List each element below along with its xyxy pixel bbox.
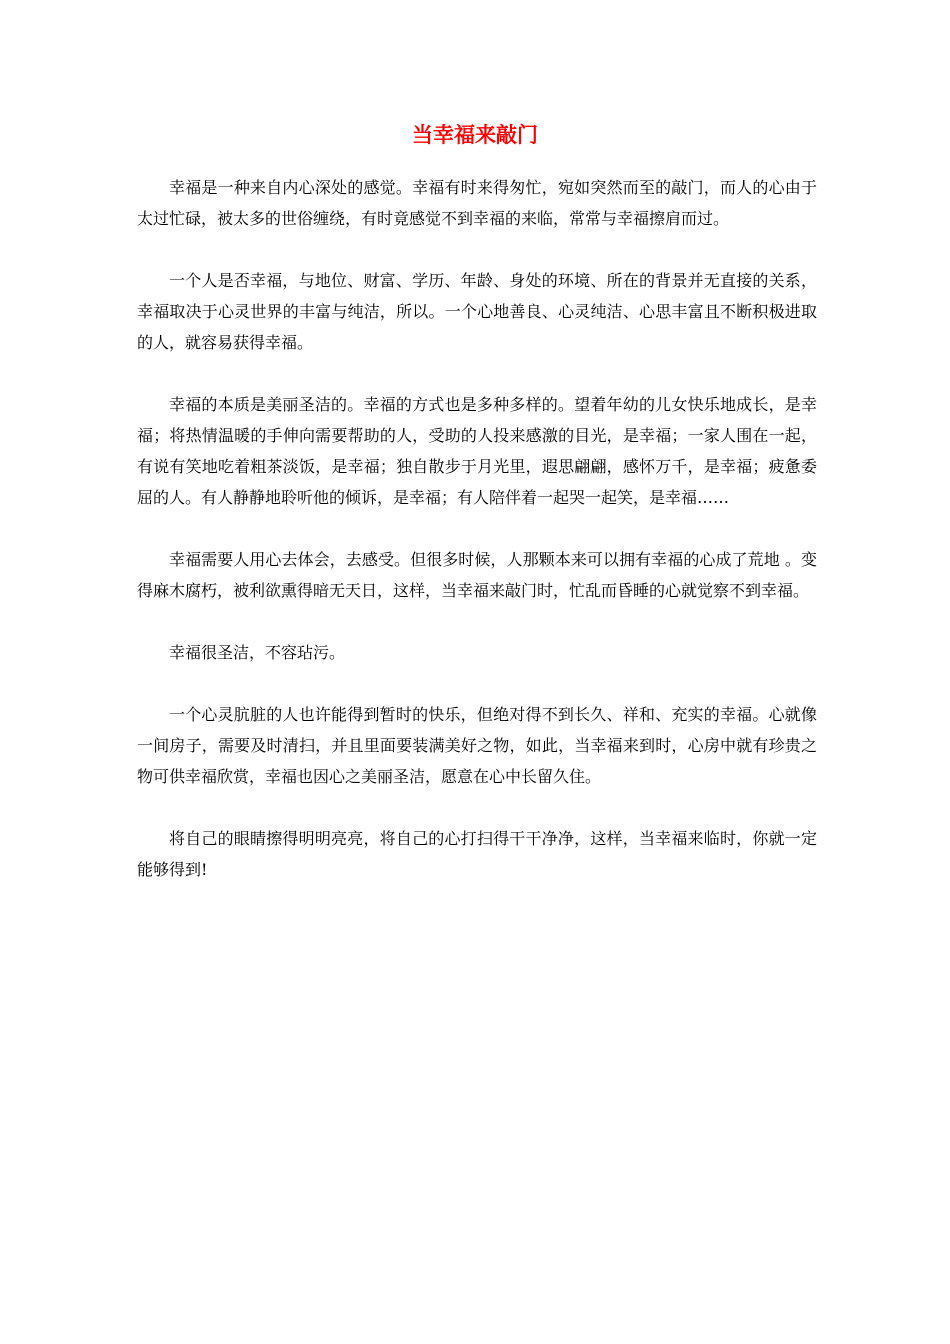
- paragraph-gap: [137, 358, 817, 389]
- document-body: [137, 172, 817, 885]
- paragraph-2: 一个人是否幸福，与地位、财富、学历、年龄、身处的环境、所在的背景并无直接的关系，幸福取决于心灵世界的丰富与纯洁，所以。一个心地善良、心灵纯洁、心思丰富且不断积极进取的人，就容易获得幸福。: [137, 271, 817, 352]
- document-title: 当幸福来敲门: [412, 123, 538, 147]
- paragraph-7: 将自己的眼睛擦得明明亮亮，将自己的心打扫得干干净净，这样，当幸福来临时，你就一定能够得到!: [137, 829, 817, 879]
- paragraph-4: 幸福需要人用心去体会，去感受。但很多时候，人那颗本来可以拥有幸福的心成了荒地 。变得麻木腐朽，被利欲熏得暗无天日，这样，当幸福来敲门时，忙乱而昏睡的心就觉察不到幸福。: [137, 550, 817, 600]
- paragraph-5: 幸福很圣洁，不容玷污。: [169, 643, 346, 662]
- paragraph-1: 幸福是一种来自内心深处的感觉。幸福有时来得匆忙，宛如突然而至的敲门，而人的心由于太过忙碌，被太多的世俗缠绕，有时竟感觉不到幸福的来临，常常与幸福擦肩而过。: [137, 178, 817, 228]
- paragraph-6: 一个心灵肮脏的人也许能得到暂时的快乐，但绝对得不到长久、祥和、充实的幸福。心就像一间房子，需要及时清扫，并且里面要装满美好之物，如此，当幸福来到时，心房中就有珍贵之物可供幸福欣赏，幸福也因心之美丽圣洁，愿意在心中长留久住。: [137, 705, 817, 786]
- paragraph-gap: [137, 513, 817, 544]
- paragraph-gap: [137, 668, 817, 699]
- paragraph-gap: [137, 234, 817, 265]
- paragraph-gap: [137, 792, 817, 823]
- paragraph-3: 幸福的本质是美丽圣洁的。幸福的方式也是多种多样的。望着年幼的儿女快乐地成长，是幸福；将热情温暖的手伸向需要帮助的人，受助的人投来感激的目光，是幸福；一家人围在一起，有说有笑地吃着粗茶淡饭，是幸福；独自散步于月光里，遐思翩翩，感怀万千，是幸福；疲惫委屈的人。有人静静地聆听他的倾诉，是幸福；有人陪伴着一起哭一起笑，是幸福……: [137, 395, 817, 507]
- paragraph-gap: [137, 606, 817, 637]
